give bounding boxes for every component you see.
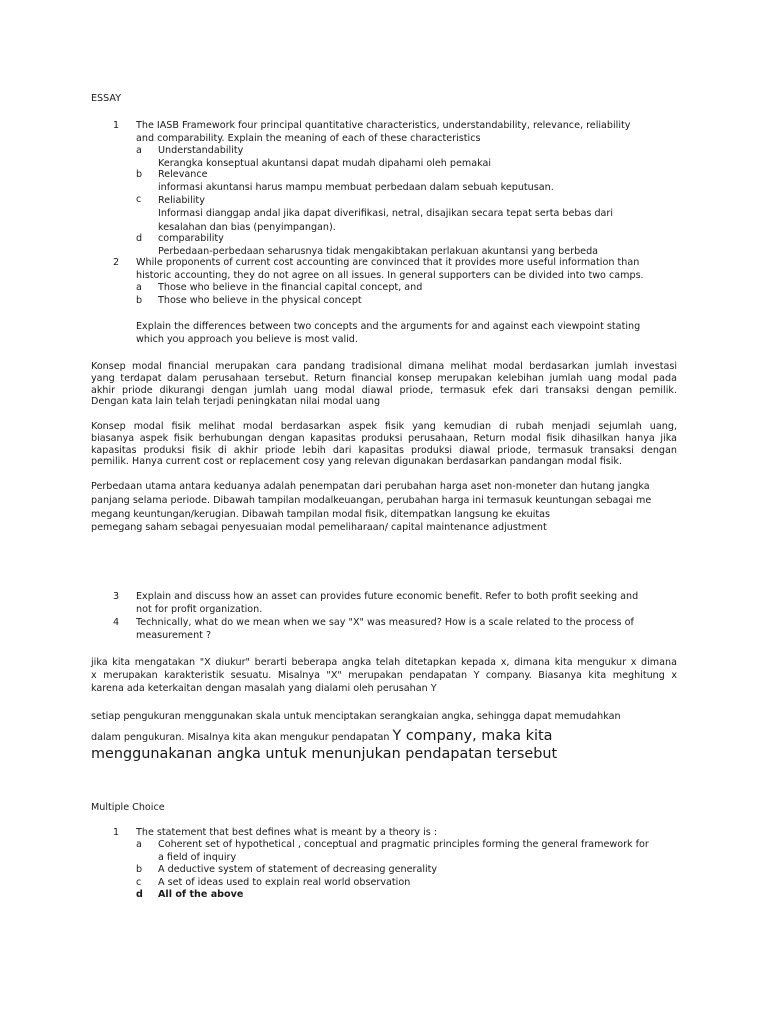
mixed-size-line: [91, 727, 621, 745]
text-line: Technically, what do we mean when we say "X" was measured? How is a scale related to the process of: [136, 617, 634, 628]
question-3-number: 3: [113, 591, 120, 602]
text-line: jika kita mengatakan "X diukur" berarti beberapa angka telah ditetapkan kepada x, dimana kita mengukur x dimana: [91, 657, 677, 668]
question-1-text: [136, 120, 630, 145]
option-a: [158, 839, 649, 864]
item-comparability: [158, 233, 598, 258]
question-3-text: [136, 591, 638, 616]
item-desc: Perbedaan-perbedaan seharusnya tidak mengakibtakan perlakuan akuntansi yang berbeda: [158, 245, 599, 257]
question-2-explain: [136, 321, 640, 346]
text-line: akhir priode dikurangi dengan jumlah uang modal diawal priode, termasuk efek dari transaksi dengan pemilik.: [91, 384, 677, 396]
text-line: The IASB Framework four principal quantitative characteristics, understandability, relevance, reliability: [136, 120, 631, 131]
item-label: d: [136, 233, 143, 244]
option-d-selected: All of the above: [158, 889, 244, 900]
answer-4-paragraph-2: [91, 711, 621, 763]
text-line: biasanya aspek fisik berhubungan dengan kapasitas produksi perusahaan, Return modal fisik dihasilkan hanya jika: [91, 432, 677, 444]
item-desc: Informasi dianggap andal jika dapat diverifikasi, netral, disajikan secara tepat serta bebas dari: [158, 208, 614, 220]
item-reliability: [158, 194, 613, 234]
item-label: a: [136, 282, 142, 293]
camp-a: Those who believe in the financial capital concept, and: [158, 282, 423, 293]
text-line: historic accounting, they do not agree on all issues. In general supporters can be divided into two camps.: [136, 269, 644, 281]
text-line: a field of inquiry: [158, 851, 237, 863]
option-label-selected: d: [136, 889, 143, 900]
essay-heading: ESSAY: [91, 93, 122, 104]
text-line: not for profit organization.: [136, 603, 263, 615]
text-line: pemegang saham sebagai penyesuaian modal pemeliharaan/ capital maintenance adjustment: [91, 522, 547, 534]
item-desc: kesalahan dan bias (penyimpangan).: [158, 221, 336, 233]
text-line: While proponents of current cost accounting are convinced that it provides more useful information than: [136, 257, 640, 268]
question-4-number: 4: [113, 617, 120, 628]
option-label: a: [136, 839, 142, 850]
text-fragment-large: Y company, maka kita: [392, 727, 553, 744]
text-line: kapasitas produksi fisik di akhir priode lebih dari kapasitas produksi diawal priode, termasuk transaksi dengan: [91, 444, 677, 456]
item-label: c: [136, 194, 142, 205]
question-2-number: 2: [113, 257, 120, 268]
text-line: Perbedaan utama antara keduanya adalah penempatan dari perubahan harga aset non-moneter dan hutang jangka: [91, 481, 650, 492]
option-label: c: [136, 877, 142, 888]
question-4-text: [136, 617, 634, 642]
text-line: Konsep modal financial merupakan cara pandang tradisional dimana melihat modal berdasarkan jumlah investasi: [91, 361, 677, 372]
item-title: Understandability: [158, 145, 244, 156]
text-line: karena ada keterkaitan dengan masalah yang dialami oleh perusahan Y: [91, 683, 437, 695]
text-line: yang terdapat dalam perusahaan tersebut. Return financial konsep merupakan kelebihan jumlah uang modal pada: [91, 372, 677, 384]
text-fragment: dalam pengukuran. Misalnya kita akan mengukur pendapatan: [91, 731, 393, 743]
item-title: comparability: [158, 233, 224, 244]
text-line: x merupakan karakteristik sesuatu. Misalnya "X" merupakan pendapatan Y company. Biasanya kita meghitung x: [91, 670, 677, 682]
item-desc: informasi akuntansi harus mampu membuat perbedaan dalam sebuah keputusan.: [158, 181, 554, 193]
option-c: A set of ideas used to explain real world observation: [158, 877, 411, 888]
text-line: which you approach you believe is most valid.: [136, 333, 358, 345]
multiple-choice-heading: Multiple Choice: [91, 802, 165, 813]
text-line: pemilik. Hanya current cost or replacement cosy yang relevan digunakan berdasarkan pandangan modal fisik.: [91, 456, 623, 468]
text-line-large: menggunakanan angka untuk menunjukan pendapatan tersebut: [91, 745, 558, 762]
item-relevance: [158, 169, 554, 194]
answer-2-paragraph-3: [91, 480, 677, 535]
question-2-text: [136, 257, 644, 282]
mc-question-1-number: 1: [113, 827, 120, 838]
text-line: setiap pengukuran menggunakan skala untuk menciptakan serangkaian angka, sehingga dapat memudahkan: [91, 711, 621, 722]
question-1-number: 1: [113, 120, 120, 131]
item-label: a: [136, 145, 142, 156]
item-label: b: [136, 295, 143, 306]
item-understandability: [158, 145, 491, 170]
item-desc: Kerangka konseptual akuntansi dapat mudah dipahami oleh pemakai: [158, 157, 492, 169]
text-line: Explain and discuss how an asset can provides future economic benefit. Refer to both profit seeking and: [136, 591, 639, 602]
item-title: Reliability: [158, 195, 205, 206]
text-line: Explain the differences between two concepts and the arguments for and against each viewpoint stating: [136, 321, 641, 332]
text-line: Dengan kata lain telah terjadi peningkatan nilai modal uang: [91, 396, 381, 408]
answer-2-paragraph-2: [91, 421, 677, 468]
text-line: megang keuntungan/kerugian. Dibawah tampilan modal fisik, ditempatkan langsung ke ekuitas: [91, 508, 551, 520]
answer-2-paragraph-1: [91, 361, 677, 408]
mc-question-1-text: The statement that best defines what is meant by a theory is :: [136, 827, 438, 838]
camp-b: Those who believe in the physical concept: [158, 295, 362, 306]
text-line: and comparability. Explain the meaning of each of these characteristics: [136, 132, 481, 144]
text-line: panjang selama periode. Dibawah tampilan modalkeuangan, perubahan harga ini termasuk keuntungan sebagai me: [91, 494, 652, 506]
option-label: b: [136, 864, 143, 875]
answer-4-paragraph-1: [91, 656, 677, 696]
option-b: A deductive system of statement of decreasing generality: [158, 864, 438, 875]
text-line: Konsep modal fisik melihat modal berdasarkan aspek fisik yang kemudian di rubah menjadi sejumlah uang,: [91, 421, 677, 432]
text-line: Coherent set of hypothetical , conceptual and pragmatic principles forming the general framework for: [158, 839, 649, 850]
item-label: b: [136, 169, 143, 180]
text-line: measurement ?: [136, 629, 212, 641]
item-title: Relevance: [158, 169, 208, 180]
